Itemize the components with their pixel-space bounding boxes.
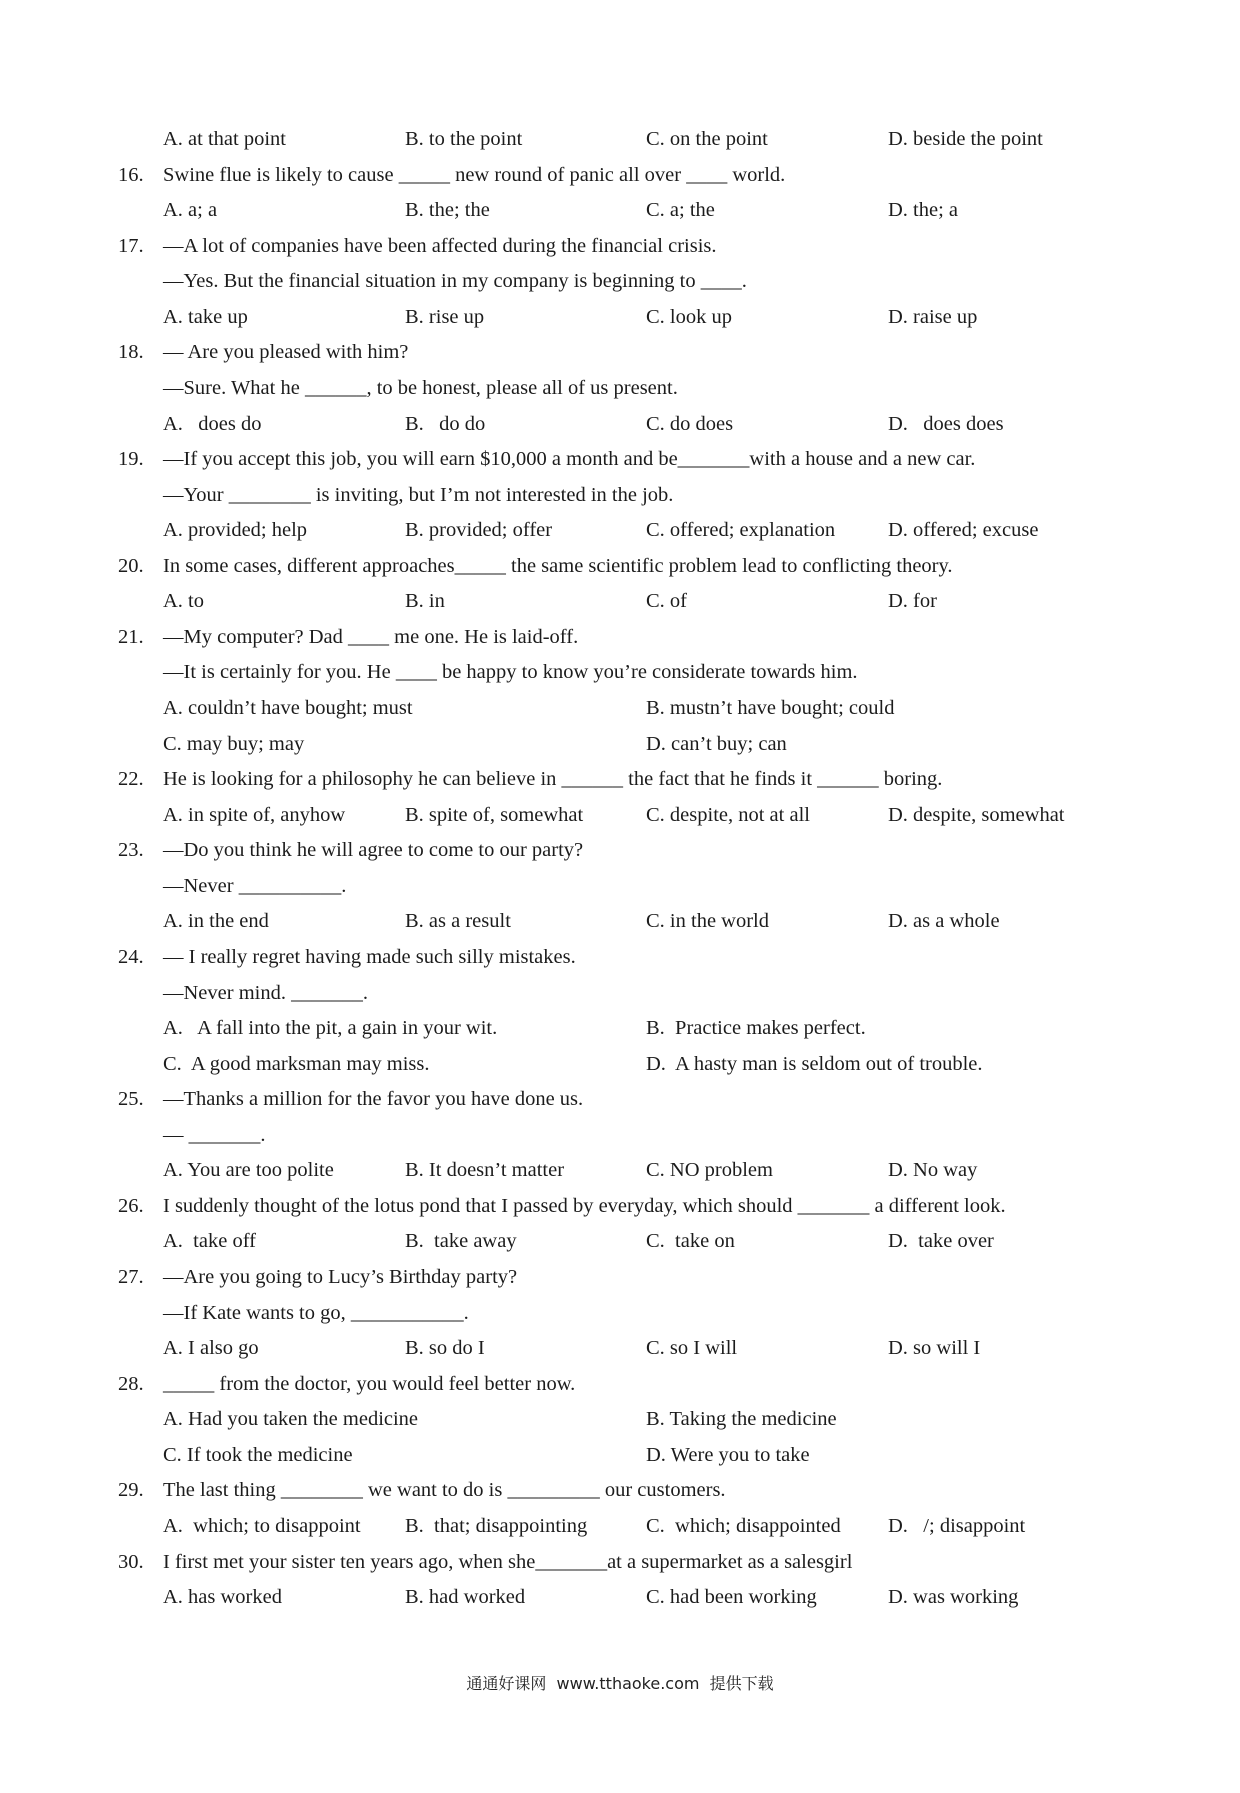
options-row: [118, 1047, 1198, 1083]
option-d: D. so will I: [888, 1337, 981, 1360]
option-d: D. despite, somewhat: [888, 803, 1065, 826]
option-d: D. as a whole: [888, 910, 1000, 933]
question-stem: — Are you pleased with him?: [163, 341, 409, 364]
question-stem: —Are you going to Lucy’s Birthday party?: [163, 1266, 518, 1288]
question-stem: —A lot of companies have been affected during the financial crisis.: [163, 234, 717, 257]
question-number: 27.: [118, 1266, 144, 1288]
question-stem: —If Kate wants to go, ___________.: [163, 1301, 469, 1324]
option-b: B. the; the: [405, 199, 490, 222]
question-stem: He is looking for a philosophy he can believe in ______ the fact that he finds it ______ boring.: [163, 768, 943, 791]
options-row: [118, 300, 1198, 336]
question-number: 21.: [118, 625, 144, 648]
option-b: B. do do: [405, 412, 486, 435]
option-a: A. I also go: [163, 1337, 259, 1360]
option-d: D. A hasty man is seldom out of trouble.: [646, 1052, 983, 1075]
option-a: A. a; a: [163, 199, 218, 222]
option-d: D. the; a: [888, 199, 959, 222]
option-b: B. as a result: [405, 910, 511, 933]
question-17: [118, 229, 1198, 336]
question-stem: —My computer? Dad ____ me one. He is laid-off.: [163, 625, 579, 648]
option-c: C. a; the: [646, 199, 715, 222]
option-d: D. offered; excuse: [888, 519, 1039, 542]
option-a: A. A fall into the pit, a gain in your wit.: [163, 1017, 498, 1040]
question-23: [118, 833, 1198, 940]
question-number: 29.: [118, 1479, 144, 1502]
page-footer: 通通好课网 www.tthaoke.com 提供下载: [466, 1674, 774, 1693]
options-row: [118, 1153, 1198, 1189]
options-row: [118, 193, 1198, 229]
option-a: A. which; to disappoint: [163, 1514, 361, 1537]
option-d: D. No way: [888, 1159, 978, 1182]
option-c: C. had been working: [646, 1586, 817, 1609]
question-number: 19.: [118, 448, 144, 471]
option-a: A. take up: [163, 305, 248, 328]
option-c: C. look up: [646, 305, 732, 328]
option-a: A. has worked: [163, 1586, 282, 1609]
question-number: 18.: [118, 341, 144, 364]
options-row: [118, 1331, 1198, 1367]
option-b: B. had worked: [405, 1586, 526, 1609]
question-number: 30.: [118, 1550, 144, 1573]
question-18: [118, 335, 1198, 442]
options-row: [118, 1011, 1198, 1047]
question-stem: The last thing ________ we want to do is _________ our customers.: [163, 1479, 726, 1502]
options-row: [118, 1509, 1198, 1545]
option-d: D. /; disappoint: [888, 1514, 1026, 1537]
option-a: A. does do: [163, 412, 262, 435]
option-a: A. You are too polite: [163, 1159, 334, 1182]
option-b: B. spite of, somewhat: [405, 803, 584, 826]
question-16: [118, 158, 1198, 229]
options-row: [118, 1224, 1198, 1260]
question-stem: Swine flue is likely to cause _____ new round of panic all over ____ world.: [163, 163, 786, 186]
option-c: C. despite, not at all: [646, 803, 810, 826]
options-row: [118, 1438, 1198, 1474]
option-c: C. do does: [646, 412, 734, 435]
question-stem: —Never __________.: [163, 874, 347, 897]
question-number: 28.: [118, 1372, 144, 1395]
question-number: 17.: [118, 234, 144, 257]
options-row: [118, 691, 1198, 727]
question-30: [118, 1545, 1198, 1616]
option-b: B. so do I: [405, 1337, 485, 1360]
question-stem: — I really regret having made such silly mistakes.: [163, 945, 576, 968]
option-b: B. provided; offer: [405, 519, 553, 542]
question-27: [118, 1260, 1198, 1367]
options-row: [118, 584, 1198, 620]
option-c: C. in the world: [646, 910, 769, 933]
option-d: D. can’t buy; can: [646, 732, 787, 755]
option-b: B. in: [405, 590, 445, 613]
options-row: [118, 407, 1198, 443]
option-a: A. provided; help: [163, 519, 308, 542]
option-c: C. NO problem: [646, 1159, 773, 1182]
option-d: D. was working: [888, 1586, 1019, 1609]
question-26: [118, 1189, 1198, 1260]
options-row: [118, 513, 1198, 549]
question-22: [118, 762, 1198, 833]
question-stem: —It is certainly for you. He ____ be happy to know you’re considerate towards him.: [163, 661, 858, 684]
options-row: [118, 904, 1198, 940]
option-a: A. at that point: [163, 128, 286, 150]
question-number: 22.: [118, 768, 144, 791]
exam-questions: [118, 122, 1198, 1616]
question-number: 24.: [118, 945, 144, 968]
question-21: [118, 620, 1198, 762]
question-stem: —Never mind. _______.: [163, 981, 368, 1004]
question-number: 16.: [118, 163, 144, 186]
options-row: [118, 727, 1198, 763]
option-c: C. on the point: [646, 128, 768, 150]
option-a: A. couldn’t have bought; must: [163, 697, 413, 719]
question-25: [118, 1082, 1198, 1189]
question-24: [118, 940, 1198, 1082]
question-stem: —If you accept this job, you will earn $10,000 a month and be_______with a house and a new car.: [163, 448, 976, 471]
option-c: C. of: [646, 590, 687, 613]
question-29: [118, 1473, 1198, 1544]
option-d: D. for: [888, 590, 937, 613]
option-b: B. take away: [405, 1230, 517, 1253]
options-row: [118, 1580, 1198, 1616]
option-a: A. Had you taken the medicine: [163, 1408, 419, 1431]
question-number: 25.: [118, 1088, 144, 1111]
option-a: A. in spite of, anyhow: [163, 803, 346, 826]
option-b: B. It doesn’t matter: [405, 1159, 565, 1182]
question-20: [118, 549, 1198, 620]
option-a: A. in the end: [163, 910, 269, 933]
option-b: B. Taking the medicine: [646, 1408, 837, 1431]
option-a: A. to: [163, 590, 204, 613]
question-stem: I first met your sister ten years ago, when she_______at a supermarket as a salesgirl: [163, 1550, 853, 1573]
option-d: D. raise up: [888, 305, 978, 328]
option-c: C. so I will: [646, 1337, 738, 1360]
option-c: C. A good marksman may miss.: [163, 1052, 430, 1075]
options-row: [118, 798, 1198, 834]
question-number: 20.: [118, 554, 144, 577]
option-d: D. take over: [888, 1230, 994, 1253]
question-stem: —Yes. But the financial situation in my company is beginning to ____.: [163, 270, 747, 293]
option-b: B. mustn’t have bought; could: [646, 697, 895, 719]
options-row: [118, 1402, 1198, 1438]
option-d: D. beside the point: [888, 128, 1043, 150]
option-b: B. Practice makes perfect.: [646, 1017, 866, 1040]
question-stem: —Do you think he will agree to come to our party?: [163, 839, 584, 862]
option-c: C. offered; explanation: [646, 519, 836, 542]
question-19: [118, 442, 1198, 549]
option-b: B. that; disappointing: [405, 1514, 588, 1537]
option-c: C. which; disappointed: [646, 1514, 841, 1537]
question-stem: _____ from the doctor, you would feel better now.: [163, 1372, 576, 1395]
option-c: C. take on: [646, 1230, 735, 1253]
question-stem: —Thanks a million for the favor you have done us.: [163, 1088, 584, 1111]
question-15-options: [118, 122, 1198, 158]
question-number: 23.: [118, 839, 144, 862]
option-b: B. to the point: [405, 128, 523, 150]
question-number: 26.: [118, 1194, 144, 1217]
question-stem: — _______.: [163, 1123, 266, 1146]
question-28: [118, 1367, 1198, 1474]
option-b: B. rise up: [405, 305, 485, 328]
question-stem: —Your ________ is inviting, but I’m not interested in the job.: [163, 483, 674, 506]
question-stem: I suddenly thought of the lotus pond that I passed by everyday, which should _______ a different look.: [163, 1194, 1006, 1217]
question-stem: In some cases, different approaches_____ the same scientific problem lead to conflicting theory.: [163, 554, 953, 577]
option-c: C. may buy; may: [163, 732, 305, 755]
option-a: A. take off: [163, 1230, 256, 1253]
option-d: D. Were you to take: [646, 1443, 810, 1466]
option-c: C. If took the medicine: [163, 1443, 353, 1466]
question-stem: —Sure. What he ______, to be honest, please all of us present.: [163, 376, 678, 399]
option-d: D. does does: [888, 412, 1004, 435]
